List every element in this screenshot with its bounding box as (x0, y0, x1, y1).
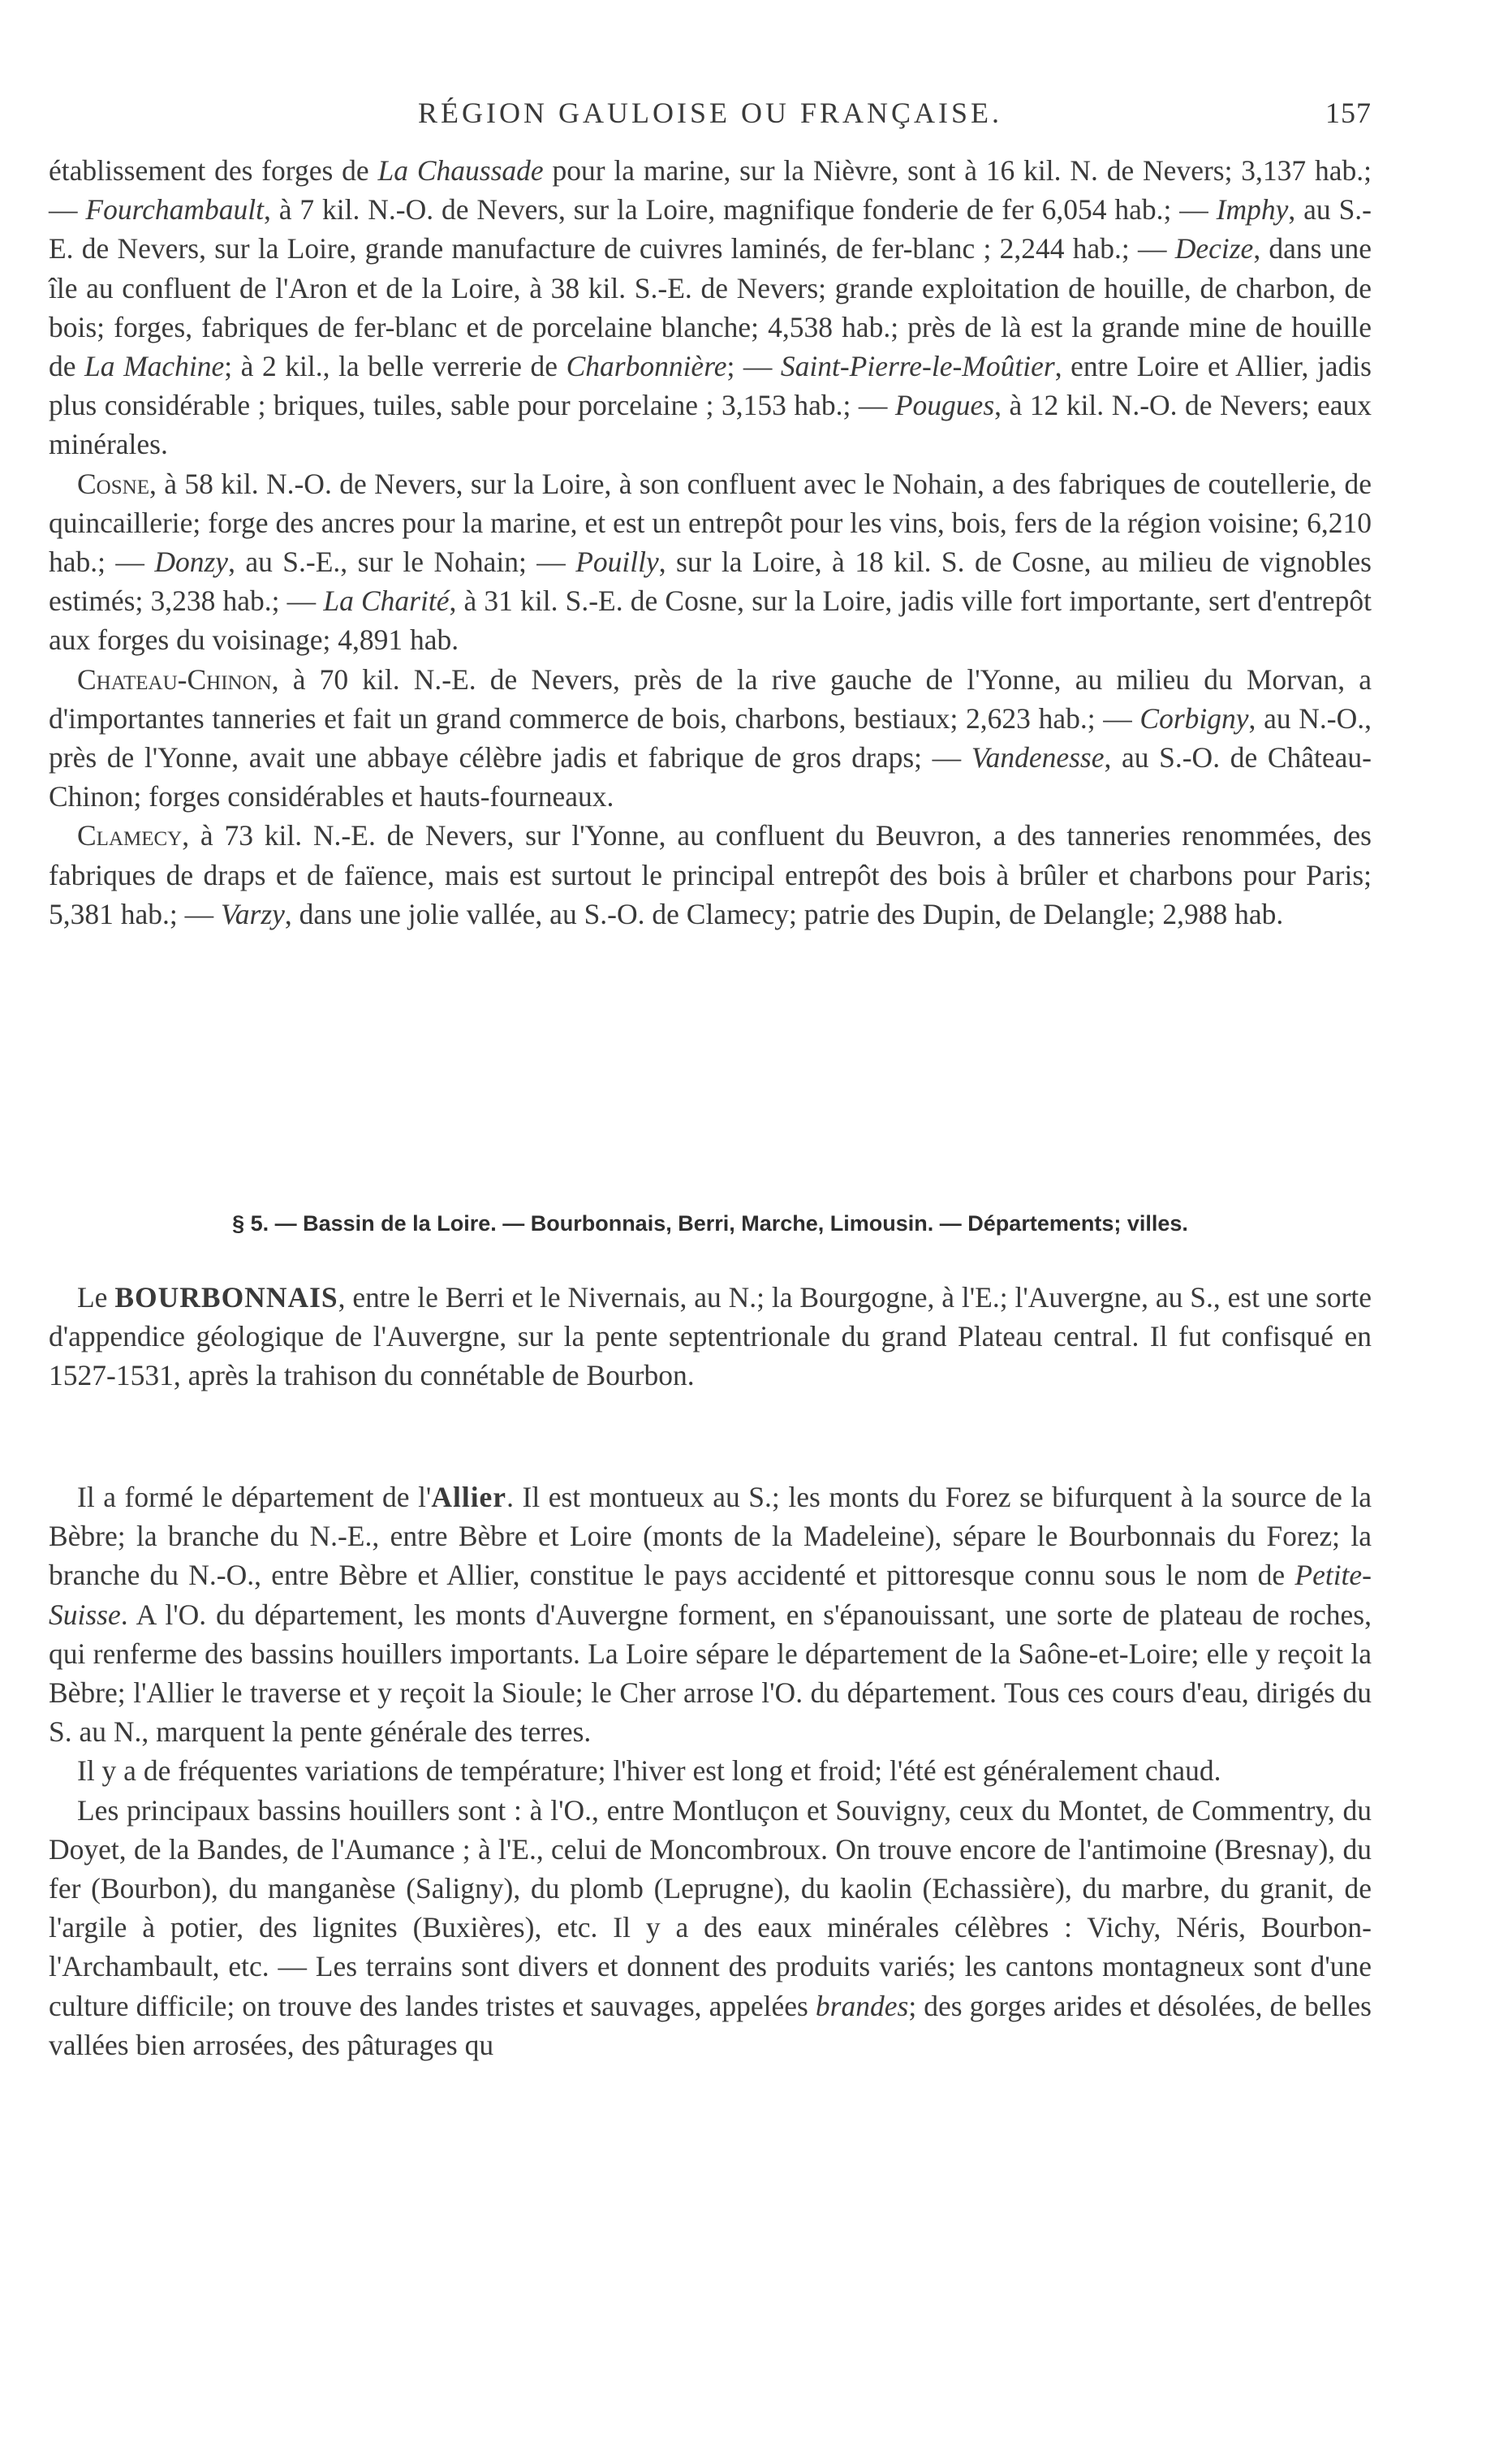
town-decize: Decize (1174, 232, 1254, 265)
nievre-towns-section (49, 151, 1372, 934)
paragraph-allier-resources: Les principaux bassins houillers sont : à l'O., entre Montluçon et Souvigny, ceux du Montet, de Commentry, du Doyet, de la Bandes, de l'Aumance ; à l'E., celui de Moncombroux. On trouve encore de l'antimoine (Bresnay), du fer (Bourbon), du manganèse (Saligny), du plomb (Leprugne), du kaolin (Echassière), du marbre, du granit, de l'argile à potier, des lignites (Buxières), etc. Il y a des eaux minérales célèbres : Vichy, Néris, Bourbon-l'Archambault, etc. — Les terrains sont divers et donnent des produits variés; les cantons montagneux sont d'une culture difficile; on trouve des landes tristes et sauvages, appelées brandes; des gorges arides et désolées, de belles vallées bien arrosées, des pâturages qu (49, 1793, 1372, 2061)
town-imphy: Imphy (1216, 193, 1289, 226)
town-fourchambault: Fourchambault (85, 193, 264, 226)
town-varzy: Varzy (221, 897, 285, 930)
town-la-chaussade: La Chaussade (377, 154, 544, 187)
bourbonnais-section (49, 1278, 1372, 1396)
paragraph-bourbonnais: Le BOURBONNAIS, entre le Berri et le Nivernais, au N.; la Bourgogne, à l'E.; l'Auvergne, au S., est une sorte d'appendice géologique de l'Auvergne, sur la pente septentrionale du grand Plateau central. Il fut confisqué en 1527-1531, après la trahison du connétable de Bourbon. (49, 1281, 1372, 1392)
town-la-charite: La Charité (323, 585, 450, 618)
province-bourbonnais: BOURBONNAIS (114, 1281, 338, 1314)
page-number: 157 (1325, 97, 1372, 129)
running-title: RÉGION GAULOISE OU FRANÇAISE. (417, 97, 1002, 129)
paragraph-chateau-chinon: Chateau-Chinon, à 70 kil. N.-E. de Nevers, près de la rive gauche de l'Yonne, au milieu du Morvan, a d'importantes tanneries et fait un grand commerce de bois, charbons, bestiaux; 2,623 hab.; — Corbigny, au N.-O., près de l'Yonne, avait une abbaye célèbre jadis et fabrique de gros draps; — Vandenesse, au S.-O. de Château-Chinon; forges considérables et hauts-fourneaux. (49, 662, 1372, 813)
town-cosne: Cosne (77, 467, 149, 500)
town-corbigny: Corbigny (1139, 701, 1249, 735)
town-pougues: Pougues (894, 389, 995, 422)
town-donzy: Donzy (154, 546, 229, 579)
department-allier: Allier (431, 1481, 507, 1513)
paragraph-allier-relief: Il a formé le département de l'Allier. Il est montueux au S.; les monts du Forez se bifurquent à la source de la Bèbre; la branche du N.-E., entre Bèbre et Loire (monts de la Madeleine), sépare le Bourbonnais du Forez; la branche du N.-O., entre Bèbre et Allier, constitue le pays accidenté et pittoresque connu sous le nom de Petite-Suisse. A l'O. du département, les monts d'Auvergne forment, en s'épanouissant, une sorte de plateau de roches, qui renferme des bassins houillers importants. La Loire sépare le département de la Saône-et-Loire; elle y reçoit la Bèbre; l'Allier le traverse et y reçoit la Sioule; le Cher arrose l'O. du département. Tous ces cours d'eau, dirigés du S. au N., marquent la pente générale des terres. (49, 1481, 1372, 1749)
allier-section (49, 1478, 1372, 2064)
paragraph-la-chaussade: établissement des forges de La Chaussade pour la marine, sur la Nièvre, sont à 16 kil. N. de Nevers; 3,137 hab.; — Fourchambault, à 7 kil. N.-O. de Nevers, sur la Loire, magnifique fonderie de fer 6,054 hab.; — Imphy, au S.-E. de Nevers, sur la Loire, grande manufacture de cuivres laminés, de fer-blanc ; 2,244 hab.; — Decize, dans une île au confluent de l'Aron et de la Loire, à 38 kil. S.-E. de Nevers; grande exploitation de houille, de charbon, de bois; forges, fabriques de fer-blanc et de porcelaine blanche; 4,538 hab.; près de là est la grande mine de houille de La Machine; à 2 kil., la belle verrerie de Charbonnière; — Saint-Pierre-le-Moûtier, entre Loire et Allier, jadis plus considérable ; briques, tuiles, sable pour porcelaine ; 3,153 hab.; — Pougues, à 12 kil. N.-O. de Nevers; eaux minérales. (49, 154, 1372, 461)
paragraph-allier-climate: Il y a de fréquentes variations de température; l'hiver est long et froid; l'été est généralement chaud. (77, 1754, 1221, 1788)
town-saint-pierre-le-moutier: Saint-Pierre-le-Moûtier (780, 350, 1055, 383)
town-clamecy: Clamecy (77, 819, 183, 852)
term-brandes: brandes (815, 1989, 909, 2022)
region-petite-suisse: Petite-Suisse (49, 1559, 1372, 1631)
section-heading: § 5. — Bassin de la Loire. — Bourbonnais, Berri, Marche, Limousin. — Départements; villes. (232, 1211, 1188, 1236)
town-chateau-chinon: Chateau-Chinon (77, 662, 272, 696)
town-pouilly: Pouilly (575, 546, 659, 579)
paragraph-cosne: Cosne, à 58 kil. N.-O. de Nevers, sur la Loire, à son confluent avec le Nohain, a des fabriques de coutellerie, de quincaillerie; forge des ancres pour la marine, et est un entrepôt pour les vins, bois, fers de la région voisine; 6,210 hab.; — Donzy, au S.-E., sur le Nohain; — Pouilly, sur la Loire, à 18 kil. S. de Cosne, au milieu de vignobles estimés; 3,238 hab.; — La Charité, à 31 kil. S.-E. de Cosne, sur la Loire, jadis ville fort importante, sert d'entrepôt aux forges du voisinage; 4,891 hab. (49, 467, 1372, 657)
town-vandenesse: Vandenesse (971, 741, 1105, 774)
town-la-machine: La Machine (84, 350, 225, 383)
page-header (49, 96, 1372, 128)
town-charbonniere: Charbonnière (566, 350, 727, 383)
paragraph-clamecy: Clamecy, à 73 kil. N.-E. de Nevers, sur l'Yonne, au confluent du Beuvron, a des tanneries renommées, des fabriques de draps et de faïence, mais est surtout le principal entrepôt des bois à brûler et charbons pour Paris; 5,381 hab.; — Varzy, dans une jolie vallée, au S.-O. de Clamecy; patrie des Dupin, de Delangle; 2,988 hab. (49, 819, 1372, 930)
